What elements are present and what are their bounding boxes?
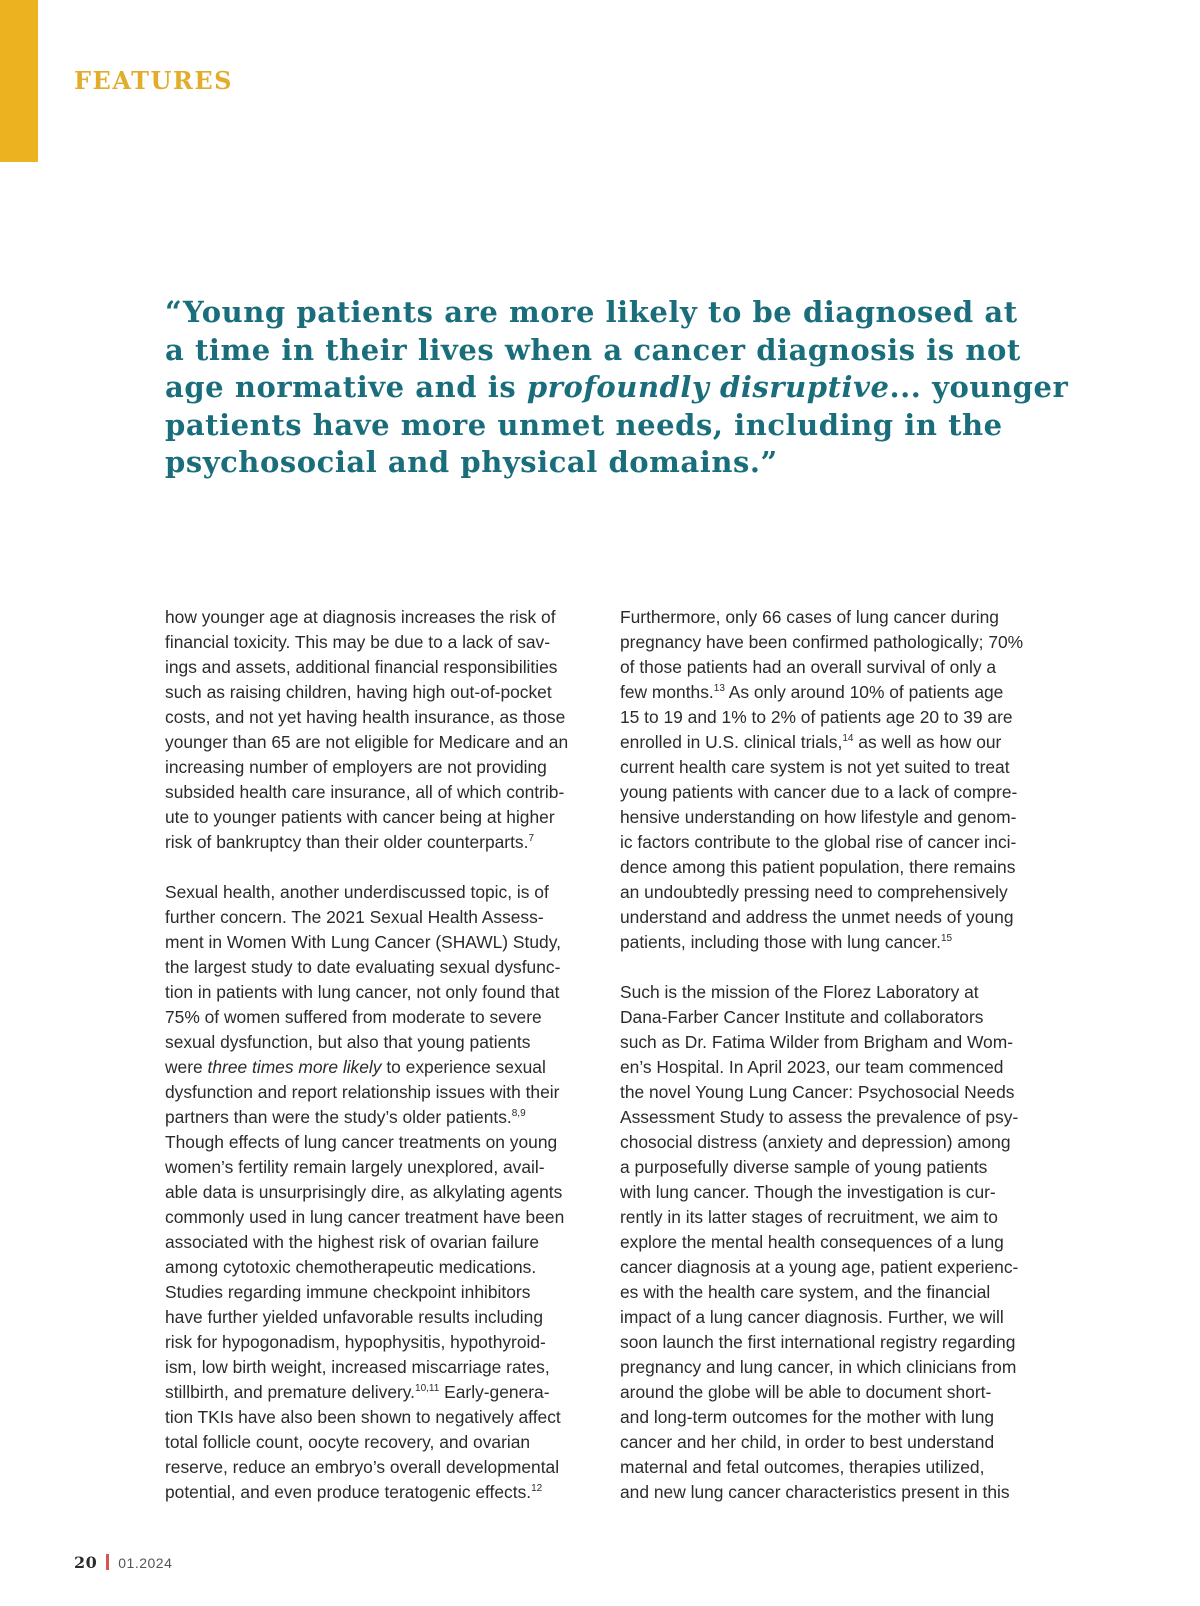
text-segment: Early-genera-	[439, 1382, 550, 1402]
text-line: ings and assets, additional financial responsibilities	[165, 657, 558, 677]
text-line	[165, 1380, 605, 1405]
text-line: ute to younger patients with cancer being at higher	[165, 807, 555, 827]
text-line: have further yielded unfavorable results including	[165, 1307, 543, 1327]
text-line: en’s Hospital. In April 2023, our team commenced	[620, 1057, 1004, 1077]
text-line: ment in Women With Lung Cancer (SHAWL) Study,	[165, 932, 561, 952]
text-line: rently in its latter stages of recruitment, we aim to	[620, 1207, 998, 1227]
text-line: explore the mental health consequences of a lung	[620, 1232, 1004, 1252]
paragraph-florez-lab	[620, 980, 1060, 1505]
reference-marker: 14	[842, 733, 854, 744]
paragraph-sexual-health	[165, 880, 605, 1505]
text-segment: risk of bankruptcy than their older counterparts.	[165, 832, 529, 852]
text-line	[620, 930, 1060, 955]
pull-quote-text: ... younger	[889, 370, 1069, 404]
text-line: of those patients had an overall survival of only a	[620, 657, 997, 677]
text-line: ism, low birth weight, increased miscarriage rates,	[165, 1357, 550, 1377]
pull-quote-emphasis: profoundly disruptive	[526, 370, 890, 404]
text-line: around the globe will be able to document short-	[620, 1382, 992, 1402]
text-line: Studies regarding immune checkpoint inhibitors	[165, 1282, 531, 1302]
text-line: subsided health care insurance, all of which contrib-	[165, 782, 565, 802]
page-number: 20	[74, 1553, 98, 1572]
reference-marker: 15	[940, 933, 953, 944]
footer-divider	[106, 1554, 109, 1570]
reference-marker: 8,9	[511, 1108, 526, 1119]
text-segment: patients, including those with lung cancer.	[620, 932, 941, 952]
text-line: sexual dysfunction, but also that young patients	[165, 1032, 531, 1052]
reference-marker: 13	[713, 683, 725, 694]
text-line: such as raising children, having high out-of-pocket	[165, 682, 552, 702]
text-line: cancer diagnosis at a young age, patient experienc-	[620, 1257, 1019, 1277]
pull-quote-line: psychosocial and physical domains.”	[165, 445, 778, 479]
text-line: dysfunction and report relationship issues with their	[165, 1082, 560, 1102]
text-line: cancer and her child, in order to best understand	[620, 1432, 995, 1452]
text-line: pregnancy and lung cancer, in which clinicians from	[620, 1357, 1017, 1377]
text-line: total follicle count, oocyte recovery, and ovarian	[165, 1432, 531, 1452]
text-line: current health care system is not yet suited to treat	[620, 757, 1010, 777]
text-line: es with the health care system, and the financial	[620, 1282, 991, 1302]
text-line: how younger age at diagnosis increases the risk of	[165, 607, 556, 627]
text-line: impact of a lung cancer diagnosis. Further, we will	[620, 1307, 1004, 1327]
text-line: tion in patients with lung cancer, not only found that	[165, 982, 560, 1002]
section-label: FEATURES	[74, 66, 233, 95]
text-segment: as well as how our	[853, 732, 1002, 752]
issue-date: 01.2024	[118, 1555, 173, 1571]
text-line: 75% of women suffered from moderate to severe	[165, 1007, 542, 1027]
text-line: the largest study to date evaluating sexual dysfunc-	[165, 957, 561, 977]
text-line	[165, 1480, 605, 1505]
text-segment: As only around 10% of patients age	[724, 682, 1004, 702]
text-line: costs, and not yet having health insurance, as those	[165, 707, 566, 727]
text-segment: were	[165, 1057, 208, 1077]
text-line: tion TKIs have also been shown to negatively affect	[165, 1407, 561, 1427]
text-line: further concern. The 2021 Sexual Health Assess-	[165, 907, 544, 927]
text-line: an undoubtedly pressing need to comprehensively	[620, 882, 1008, 902]
text-line: Assessment Study to assess the prevalence of psy-	[620, 1107, 1019, 1127]
text-line	[620, 680, 1060, 705]
text-line: with lung cancer. Though the investigation is cur-	[620, 1182, 996, 1202]
paragraph-pregnancy-trials	[620, 605, 1060, 955]
accent-bar	[0, 0, 38, 162]
text-line: Such is the mission of the Florez Laboratory at	[620, 982, 979, 1002]
reference-marker: 12	[531, 1483, 543, 1494]
text-line: understand and address the unmet needs of young	[620, 907, 1014, 927]
text-line: such as Dr. Fatima Wilder from Brigham and Wom-	[620, 1032, 1014, 1052]
text-segment: stillbirth, and premature delivery.	[165, 1382, 416, 1402]
text-line: commonly used in lung cancer treatment have been	[165, 1207, 565, 1227]
text-segment: enrolled in U.S. clinical trials,	[620, 732, 843, 752]
text-line: and long-term outcomes for the mother with lung	[620, 1407, 995, 1427]
text-segment: potential, and even produce teratogenic effects.	[165, 1482, 532, 1502]
text-line: a purposefully diverse sample of young patients	[620, 1157, 988, 1177]
text-line: Sexual health, another underdiscussed topic, is of	[165, 882, 549, 902]
page-footer	[74, 1553, 172, 1572]
text-line: pregnancy have been confirmed pathologically; 70%	[620, 632, 1024, 652]
text-line: women’s fertility remain largely unexplored, avail-	[165, 1157, 545, 1177]
text-line	[620, 730, 1060, 755]
text-line	[165, 830, 605, 855]
text-line: risk for hypogonadism, hypophysitis, hypothyroid-	[165, 1332, 546, 1352]
left-column	[165, 605, 605, 1505]
text-line	[165, 1055, 605, 1080]
text-line: Furthermore, only 66 cases of lung cancer during	[620, 607, 999, 627]
right-column	[620, 605, 1060, 1505]
text-line: Though effects of lung cancer treatments on young	[165, 1132, 558, 1152]
text-line: associated with the highest risk of ovarian failure	[165, 1232, 540, 1252]
text-line: able data is unsurprisingly dire, as alkylating agents	[165, 1182, 563, 1202]
text-segment: partners than were the study’s older patients.	[165, 1107, 512, 1127]
paragraph-financial-toxicity	[165, 605, 605, 855]
text-line: ic factors contribute to the global rise of cancer inci-	[620, 832, 1017, 852]
text-line: hensive understanding on how lifestyle and genom-	[620, 807, 1017, 827]
pull-quote-line: a time in their lives when a cancer diagnosis is not	[165, 332, 1021, 367]
text-line: young patients with cancer due to a lack of compre-	[620, 782, 1018, 802]
emphasis-text: three times more likely	[207, 1057, 382, 1077]
reference-marker: 7	[528, 833, 535, 844]
text-line: increasing number of employers are not providing	[165, 757, 547, 777]
pull-quote-line: patients have more unmet needs, including in the	[165, 407, 1003, 442]
text-line	[165, 1105, 605, 1130]
text-line: dence among this patient population, there remains	[620, 857, 1016, 877]
text-line: among cytotoxic chemotherapeutic medications.	[165, 1257, 537, 1277]
text-segment: to experience sexual	[381, 1057, 546, 1077]
text-line: maternal and fetal outcomes, therapies utilized,	[620, 1457, 985, 1477]
pull-quote-line	[165, 369, 1069, 407]
text-line: financial toxicity. This may be due to a lack of sav-	[165, 632, 551, 652]
text-line: the novel Young Lung Cancer: Psychosocial Needs	[620, 1082, 1015, 1102]
pull-quote-text: age normative and is	[165, 370, 527, 404]
text-line: younger than 65 are not eligible for Medicare and an	[165, 732, 569, 752]
text-line: and new lung cancer characteristics present in this	[620, 1482, 1010, 1502]
text-line: 15 to 19 and 1% to 2% of patients age 20 to 39 are	[620, 707, 1013, 727]
text-line: reserve, reduce an embryo’s overall developmental	[165, 1457, 560, 1477]
pull-quote	[165, 294, 1069, 482]
reference-marker: 10,11	[415, 1383, 440, 1394]
text-line: chosocial distress (anxiety and depression) among	[620, 1132, 1011, 1152]
text-segment: few months.	[620, 682, 714, 702]
pull-quote-line: “Young patients are more likely to be diagnosed at	[165, 295, 1018, 329]
text-line: soon launch the first international registry regarding	[620, 1332, 1016, 1352]
text-line: Dana-Farber Cancer Institute and collaborators	[620, 1007, 984, 1027]
